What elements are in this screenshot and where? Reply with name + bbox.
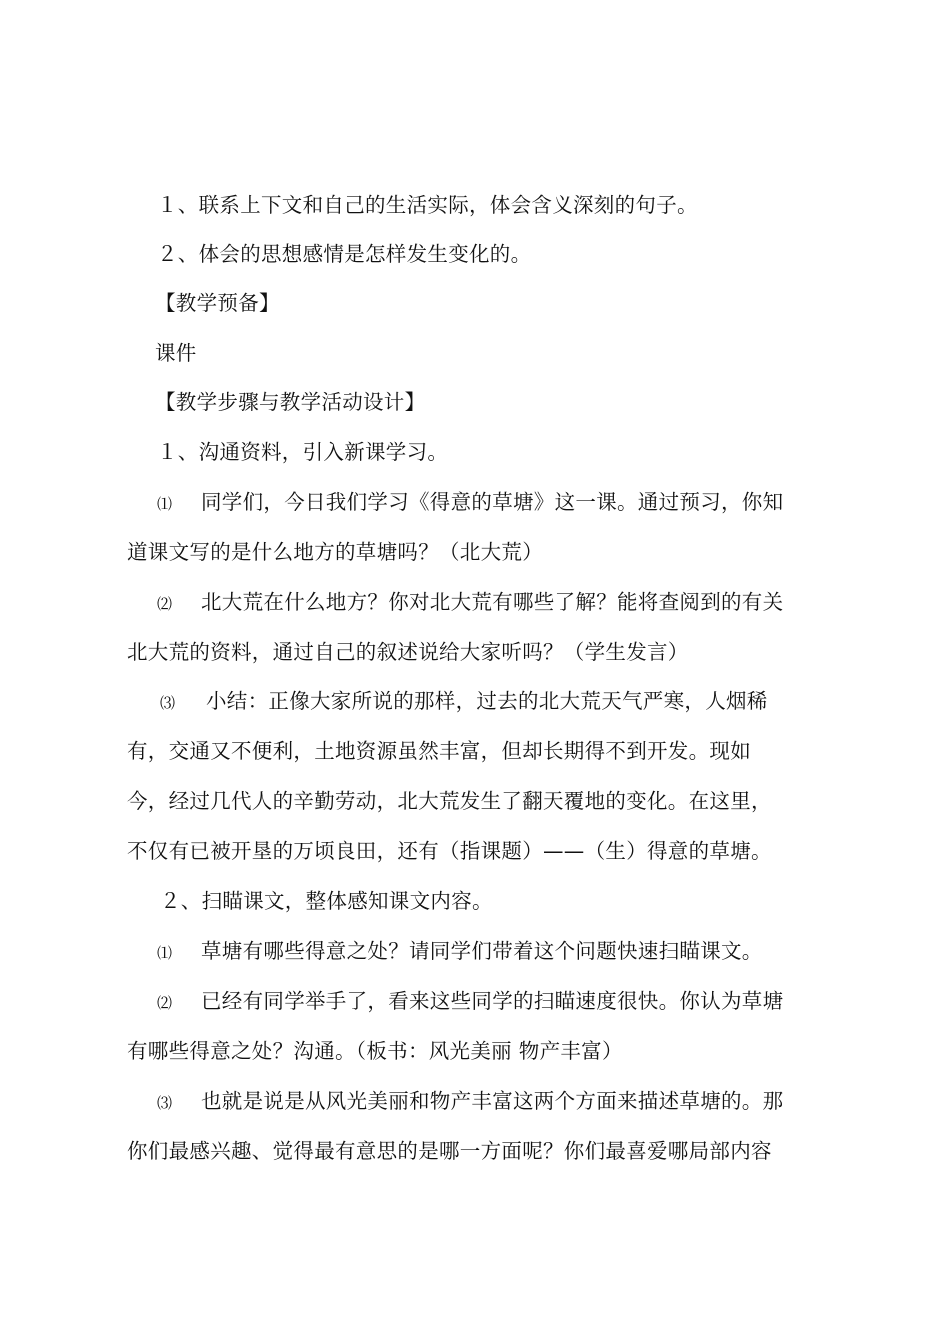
item-marker: ⑴ [157, 944, 173, 962]
text: 道课文写的是什么地方的草塘吗？（北大荒） [127, 540, 543, 564]
step-1-item-3-cont-3 [127, 836, 950, 866]
text: 草塘有哪些得意之处？请同学们带着这个问题快速扫瞄课文。 [201, 939, 763, 963]
text: 你们最感兴趣、觉得最有意思的是哪一方面呢？你们最喜爱哪局部内容 [127, 1139, 772, 1163]
step-1-item-2 [157, 587, 950, 619]
text: 不仅有已被开垦的万顷良田，还有（指课题）——（生）得意的草塘。 [127, 839, 772, 863]
step-2-heading [160, 886, 950, 916]
step-1-heading [157, 437, 950, 467]
objective-line-1 [157, 190, 950, 220]
item-marker: ⑶ [157, 1094, 173, 1112]
text: ２、扫瞄课文，整体感知课文内容。 [160, 889, 493, 913]
text: 【教学预备】 [155, 291, 280, 315]
step-2-item-3 [157, 1086, 950, 1118]
step-2-item-1 [157, 936, 950, 968]
text: 有，交通又不便利，土地资源虽然丰富，但却长期得不到开发。现如 [127, 739, 751, 763]
text: １、沟通资料，引入新课学习。 [157, 440, 449, 464]
section-heading-preparation [155, 288, 950, 318]
text: 课件 [155, 341, 197, 365]
text: 也就是说是从风光美丽和物产丰富这两个方面来描述草塘的。那 [201, 1089, 784, 1113]
text: 小结：正像大家所说的那样，过去的北大荒天气严寒，人烟稀 [206, 689, 768, 713]
text: 有哪些得意之处？沟通。（板书：风光美丽 物产丰富） [127, 1039, 623, 1063]
step-2-item-2 [157, 986, 950, 1018]
text: ２、体会的思想感情是怎样发生变化的。 [157, 242, 532, 266]
item-marker: ⑴ [157, 495, 173, 513]
section-heading-steps [155, 387, 950, 417]
step-1-item-3-cont-1 [127, 736, 950, 766]
text: 已经有同学举手了，看来这些同学的扫瞄速度很快。你认为草塘 [201, 989, 784, 1013]
text: 北大荒在什么地方？你对北大荒有哪些了解？能将查阅到的有关 [201, 590, 784, 614]
item-marker: ⑵ [157, 595, 173, 613]
text: 北大荒的资料，通过自己的叙述说给大家听吗？（学生发言） [127, 640, 689, 664]
step-1-item-2-cont [127, 637, 950, 667]
step-2-item-2-cont [127, 1036, 950, 1066]
text: １、联系上下文和自己的生活实际，体会含义深刻的句子。 [157, 193, 698, 217]
item-marker: ⑵ [157, 994, 173, 1012]
step-1-item-1 [157, 487, 950, 519]
item-marker: ⑶ [160, 694, 176, 712]
step-1-item-3 [160, 686, 950, 718]
text: 同学们，今日我们学习《得意的草塘》这一课。通过预习，你知 [201, 490, 784, 514]
text: 【教学步骤与教学活动设计】 [155, 390, 426, 414]
step-2-item-3-cont [127, 1136, 950, 1166]
text: 今，经过几代人的辛勤劳动，北大荒发生了翻天覆地的变化。在这里， [127, 789, 772, 813]
preparation-item [155, 338, 950, 368]
step-1-item-3-cont-2 [127, 786, 950, 816]
objective-line-2 [157, 239, 950, 269]
step-1-item-1-cont [127, 537, 950, 567]
